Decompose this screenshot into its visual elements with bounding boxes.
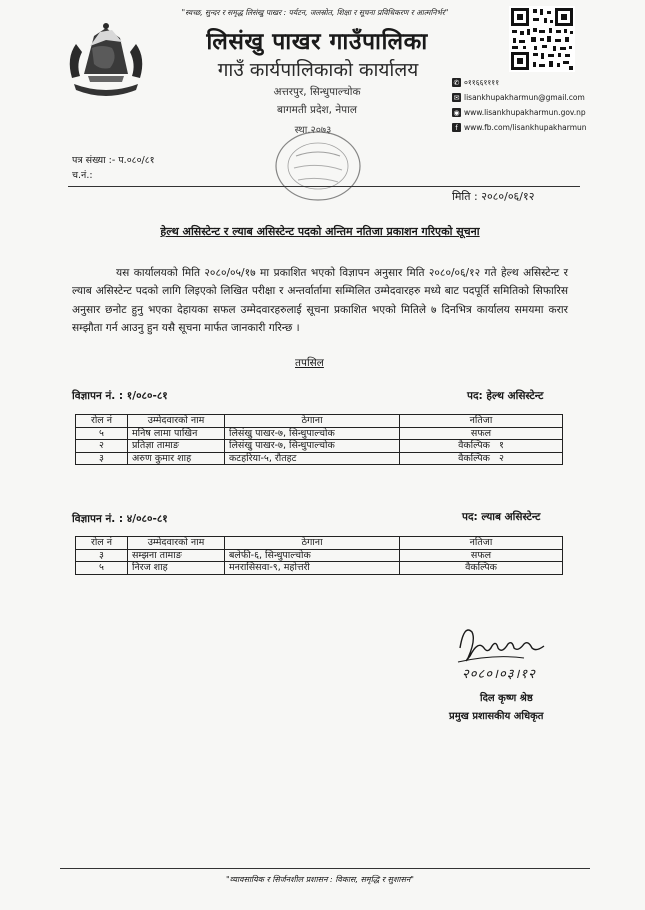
contact-phone xyxy=(452,75,642,90)
cell-candidate-name: मनिष लामा पाखिन xyxy=(128,427,225,440)
cell-address: बलेफी-६, सिन्धुपाल्चोक xyxy=(225,549,400,562)
advert-no-1: विज्ञापन नं. : १/०८०-८१ xyxy=(72,390,168,402)
cell-roll-no: ५ xyxy=(76,427,128,440)
email-icon: ✉ xyxy=(453,93,460,102)
contact-email[interactable] xyxy=(452,90,642,105)
cell-candidate-name: सम्झना तामाङ xyxy=(128,549,225,562)
web-icon: ◉ xyxy=(453,108,460,117)
table-header-row xyxy=(76,537,563,550)
table-row xyxy=(76,452,563,465)
dispatch-no: च.नं.: xyxy=(72,170,93,181)
post-label-2: पद: ल्याब असिस्टेन्ट xyxy=(462,511,541,523)
cell-candidate-name: प्रतिज्ञा तामाङ xyxy=(128,440,225,453)
cell-address: कटहरिया-५, रौतहट xyxy=(225,452,400,465)
office-stamp-icon xyxy=(268,126,368,206)
letter-ref-no: पत्र संख्या :- प.०८०/८१ xyxy=(72,155,155,166)
established-year: स्था.२०७३ xyxy=(294,125,332,136)
office-address-line2: बागमती प्रदेश, नेपाल xyxy=(277,104,357,116)
table-row xyxy=(76,549,563,562)
cell-address: लिसंखु पाखर-७, सिन्धुपाल्चोक xyxy=(225,427,400,440)
table-header-row xyxy=(76,415,563,428)
post-label-1: पद: हेल्थ असिस्टेन्ट xyxy=(467,390,544,402)
cell-address: लिसंखु पाखर-७, सिन्धुपाल्चोक xyxy=(225,440,400,453)
notice-body: यस कार्यालयको मिति २०८०/०५/१७ मा प्रकाशित भएको विज्ञापन अनुसार मिति २०८०/०६/१२ गते हेल्थ असिस्टेन्ट र ल्याब असिस्टेन्ट पदको लागि लिइएको लिखित परीक्षा र अन्तर्वार्तामा सम्मिलित उम्मेदवारहरु मध्ये बाट पदपूर्ति समितिको सिफारिस अनुसार छनोट हुनु भएका देहायका सफल उम्मेदवारहरुलाई सूचना प्रकाशित भएको मितिले ७ दिनभित्र कार्यालय समयमा करार सम्झौता गर्न आउनु हुन यसै सूचना मार्फत जानकारी गरिन्छ । xyxy=(72,267,568,334)
cell-roll-no: ३ xyxy=(76,549,128,562)
cell-result: वैकल्पिक २ xyxy=(400,452,563,465)
cell-result: सफल xyxy=(400,427,563,440)
cell-result: सफल xyxy=(400,549,563,562)
cell-roll-no: २ xyxy=(76,440,128,453)
col-roll-no: रोल नं xyxy=(76,537,128,550)
footer-divider xyxy=(60,868,590,869)
cell-candidate-name: अरुण कुमार शाह xyxy=(128,452,225,465)
table-row xyxy=(76,562,563,575)
col-candidate-name: उम्मेदवारको नाम xyxy=(128,537,225,550)
col-result: नतिजा xyxy=(400,415,563,428)
signature-icon xyxy=(454,618,550,668)
col-address: ठेगाना xyxy=(225,537,400,550)
results-table-1 xyxy=(75,414,563,465)
office-subtitle: गाउँ कार्यपालिकाको कार्यालय xyxy=(217,59,419,81)
contact-web-text[interactable]: www.lisankhupakharmun.gov.np xyxy=(464,108,586,117)
col-address: ठेगाना xyxy=(225,415,400,428)
cell-candidate-name: निरज शाह xyxy=(128,562,225,575)
cell-roll-no: ५ xyxy=(76,562,128,575)
cell-result: वैकल्पिक १ xyxy=(400,440,563,453)
contact-phone-text: ०११६६११११ xyxy=(464,77,500,87)
phone-icon: ✆ xyxy=(453,78,460,87)
signature-date: २०८०।०३।१२ xyxy=(462,667,536,682)
office-name: लिसंखु पाखर गाउँपालिका xyxy=(206,29,428,55)
facebook-icon: f xyxy=(452,123,461,132)
col-candidate-name: उम्मेदवारको नाम xyxy=(128,415,225,428)
contact-email-text[interactable]: lisankhupakharmun@gmail.com xyxy=(464,93,585,102)
table-row xyxy=(76,427,563,440)
advert-no-2: विज्ञापन नं. : ४/०८०-८१ xyxy=(72,513,168,525)
contact-web[interactable] xyxy=(452,105,642,120)
signatory-title: प्रमुख प्रशासकीय अधिकृत xyxy=(449,711,544,722)
cell-address: मनरासिसवा-९, महोत्तरी xyxy=(225,562,400,575)
contact-list xyxy=(452,75,642,135)
notice-title: हेल्थ असिस्टेन्ट र ल्याब असिस्टेन्ट पदको अन्तिम नतिजा प्रकाशन गरिएको सूचना xyxy=(160,225,480,238)
letter-date: मिति : २०८०/०६/१२ xyxy=(452,190,535,203)
results-table-2 xyxy=(75,536,563,575)
footer-motto: "व्यावसायिक र सिर्जनशील प्रशासन : विकास, समृद्धि र सुशासन" xyxy=(226,875,414,884)
nepal-emblem-icon xyxy=(62,18,150,102)
tapasil-heading: तपसिल xyxy=(295,357,324,369)
contact-facebook[interactable] xyxy=(452,120,642,135)
col-roll-no: रोल नं xyxy=(76,415,128,428)
table-row xyxy=(76,440,563,453)
office-address-line1: अत्तरपुर, सिन्धुपाल्चोक xyxy=(273,86,361,98)
header-divider xyxy=(68,186,580,187)
qr-code-icon xyxy=(509,6,575,72)
signatory-name: दिल कृष्ण श्रेष्ठ xyxy=(480,693,533,704)
cell-roll-no: ३ xyxy=(76,452,128,465)
cell-result: वैकल्पिक xyxy=(400,562,563,575)
col-result: नतिजा xyxy=(400,537,563,550)
contact-facebook-text[interactable]: www.fb.com/lisankhupakharmun xyxy=(464,123,587,132)
header-motto: "स्वच्छ, सुन्दर र समृद्ध लिसंखु पाखर : पर्यटन, जलस्रोत, शिक्षा र सूचना प्रविधिकरण र आत्मनिर्भर" xyxy=(181,8,449,17)
